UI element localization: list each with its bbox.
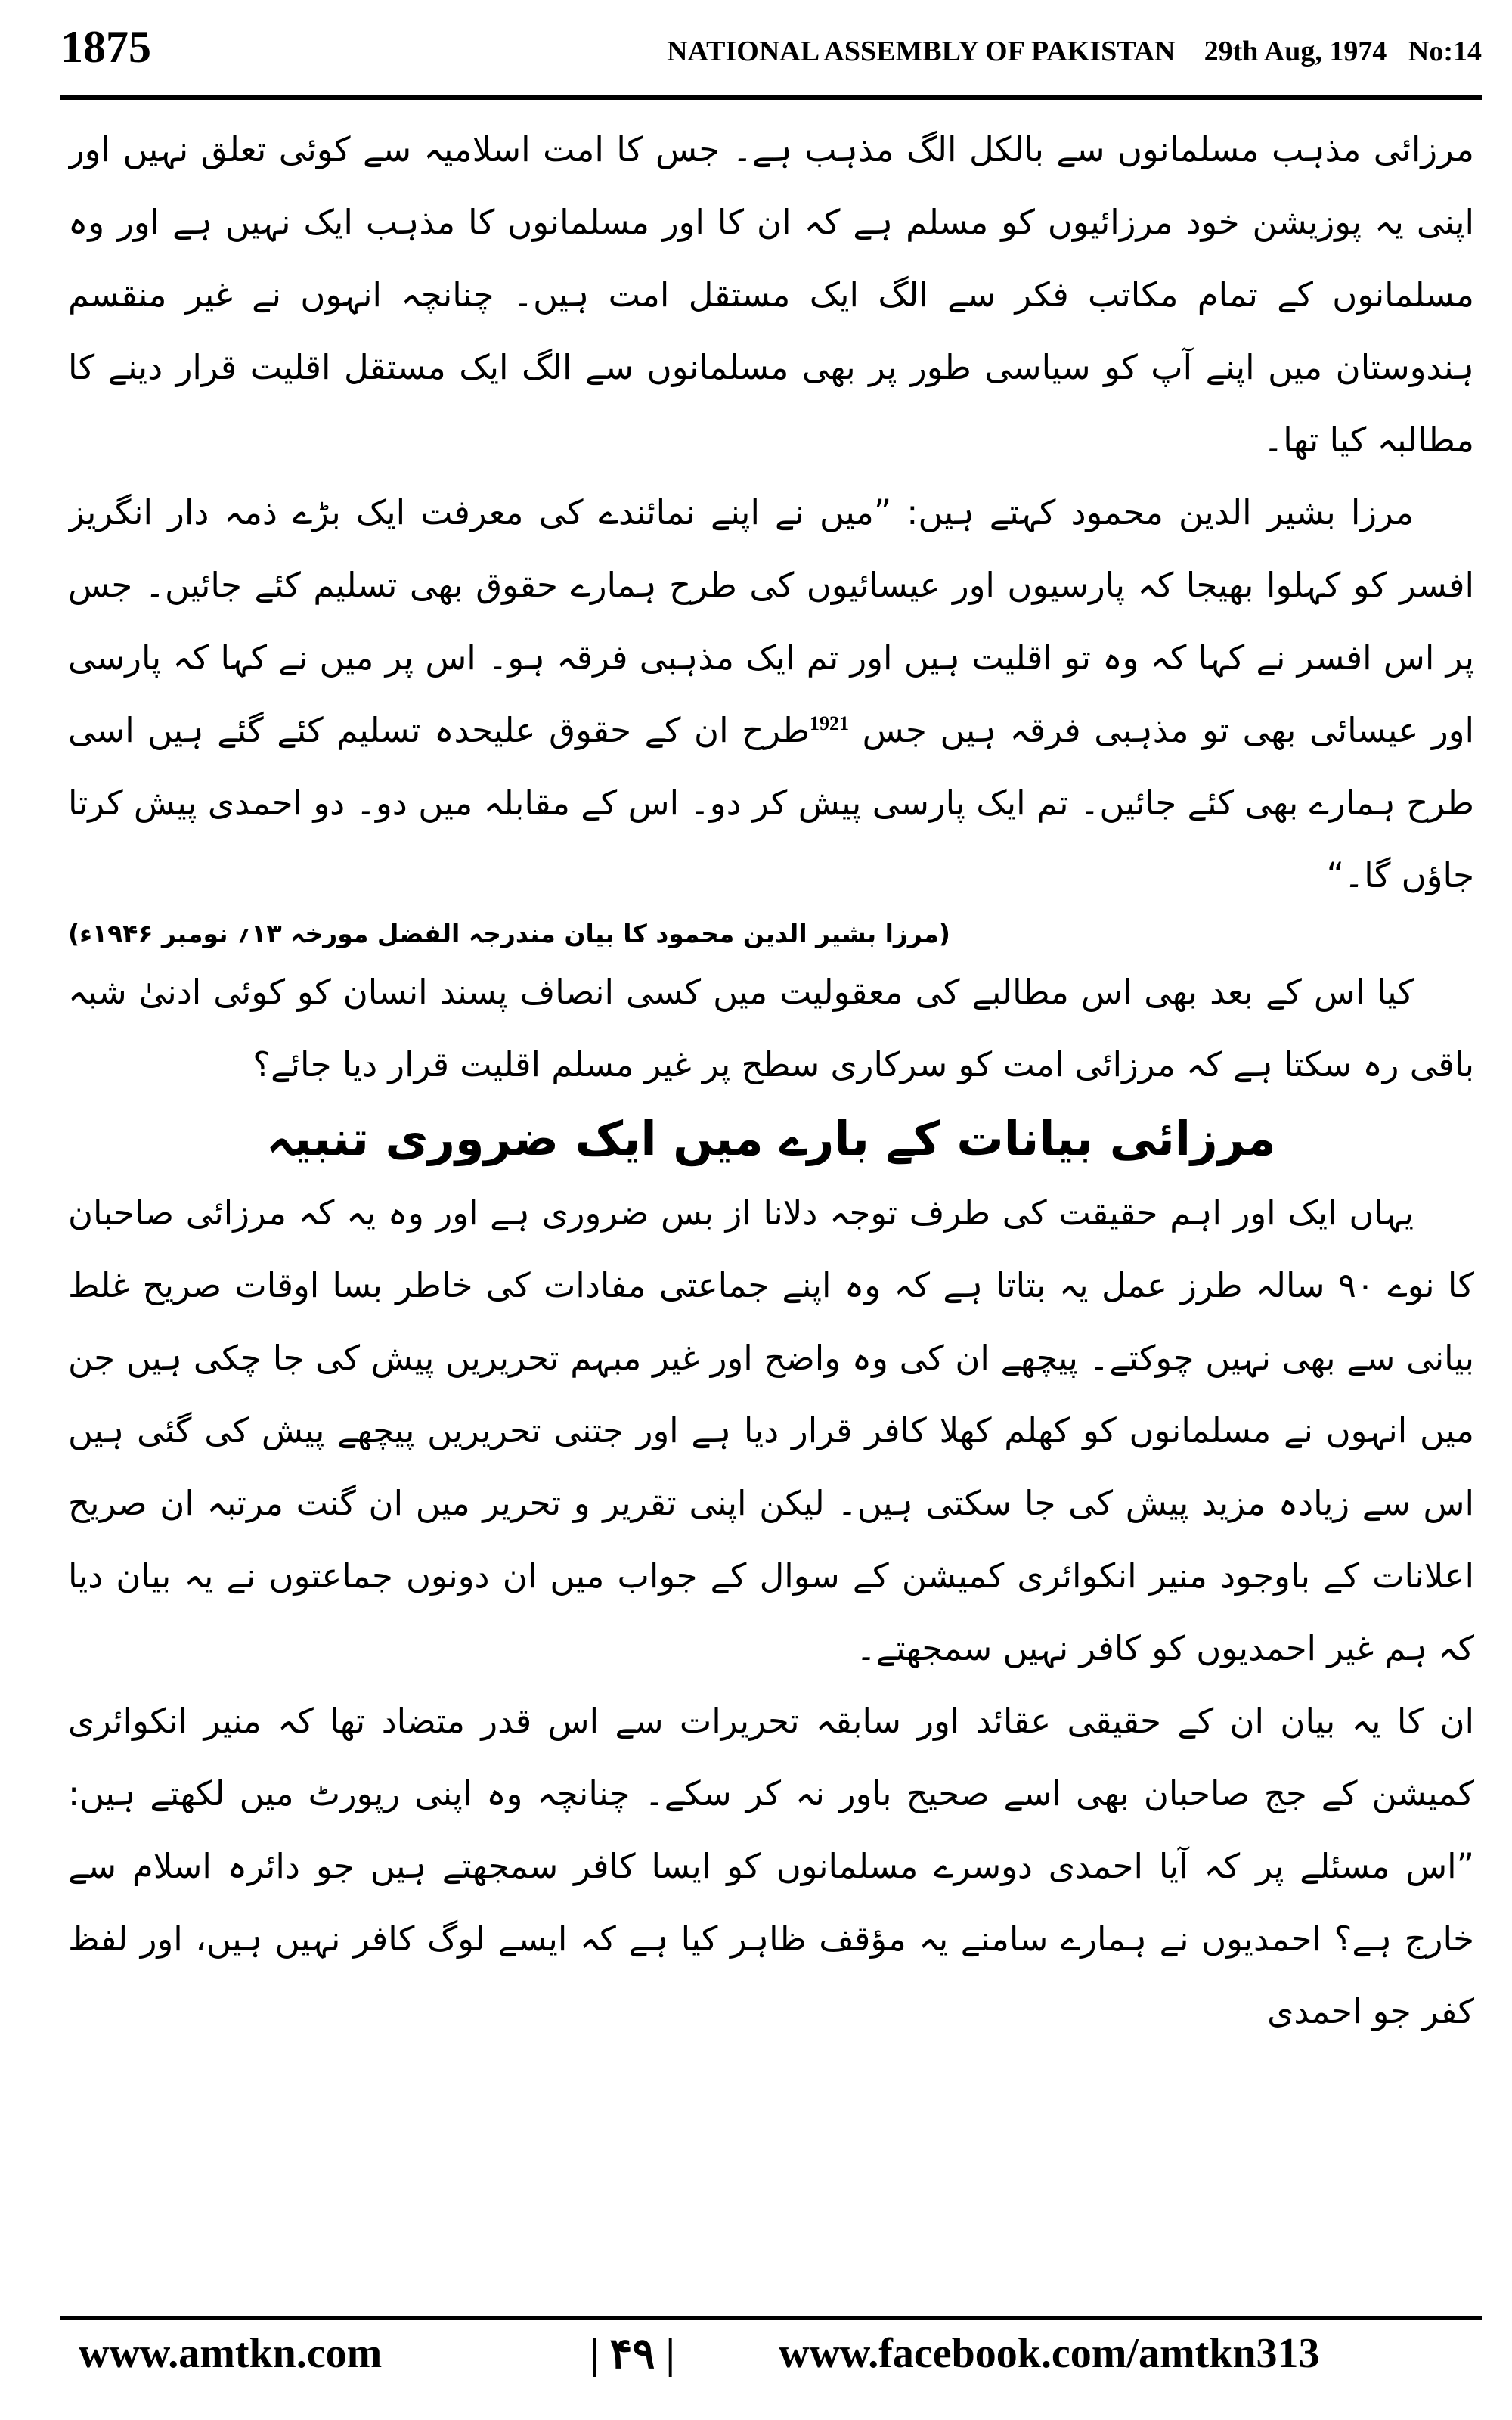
footer-website-link[interactable]: www.amtkn.com (79, 2330, 383, 2377)
page-number: 1875 (60, 22, 151, 72)
paragraph-4: یہاں ایک اور اہم حقیقت کی طرف توجہ دلانا از بس ضروری ہے اور وہ یہ کہ مرزائی صاحبان کا نوے ۹۰ سالہ طرز عمل یہ بتاتا ہے کہ وہ اپنے جماعتی مفادات کی خاطر بسا اوقات صریح غلط بیانی سے بھی نہیں چوکتے۔ پیچھے ان کی وہ واضح اور غیر مبہم تحریریں پیش کی جا چکی ہیں جن میں انہوں نے مسلمانوں کو کھلم کھلا کافر قرار دیا ہے اور جتنی تحریریں پیچھے پیش کی گئی ہیں اس سے زیادہ مزید پیش کی جا سکتی ہیں۔ لیکن اپنی تقریر و تحریر میں ان گنت مرتبہ ان صریح اعلانات کے باوجود منیر انکوائری کمیشن کے سوال کے جواب میں ان دونوں جماعتوں نے یہ بیان دیا کہ ہم غیر احمدیوں کو کافر نہیں سمجھتے۔ (68, 1193, 1474, 1668)
footer-rule (60, 2316, 1482, 2320)
paragraph-3: کیا اس کے بعد بھی اس مطالبے کی معقولیت میں کسی انصاف پسند انسان کو کوئی ادنیٰ شبہ باقی رہ سکتا ہے کہ مرزائی امت کو سرکاری سطح پر غیر مسلم اقلیت قرار دیا جائے؟ (68, 972, 1474, 1084)
page-body (68, 113, 1474, 2303)
paragraph-2-part-b: طرح ان کے حقوق علیحدہ تسلیم کئے گئے ہیں اسی طرح ہمارے بھی کئے جائیں۔ تم ایک پارسی پیش کر دو۔ اس کے مقابلہ میں دو۔ دو احمدی پیش کرتا جاؤں گا۔“ (68, 710, 1474, 895)
footer-page-number: | ۴۹ | (590, 2331, 675, 2378)
citation: (مرزا بشیر الدین محمود کا بیان مندرجہ الفضل مورخہ ۱۳؍ نومبر ۱۹۴۶ء) (68, 919, 950, 948)
paragraph-5: ان کا یہ بیان ان کے حقیقی عقائد اور سابقہ تحریرات سے اس قدر متضاد تھا کہ منیر انکوائری کمیشن کے جج صاحبان بھی اسے صحیح باور نہ کر سکے۔ چنانچہ وہ اپنی رپورٹ میں لکھتے ہیں: ”اس مسئلے پر کہ آیا احمدی دوسرے مسلمانوں کو ایسا کافر سمجھتے ہیں جو دائرہ اسلام سے خارج ہے؟ احمدیوں نے ہمارے سامنے یہ مؤقف ظاہر کیا ہے کہ ایسے لوگ کافر نہیں ہیں، اور لفظ کفر جو احمدی (68, 1701, 1474, 2031)
footer-facebook-link[interactable]: www.facebook.com/amtkn313 (779, 2330, 1320, 2377)
header-rule (60, 95, 1482, 100)
paragraph-2 (68, 476, 1474, 912)
page-header (60, 21, 1482, 89)
paragraph-2-part-a: مرزا بشیر الدین محمود کہتے ہیں: ”میں نے اپنے نمائندے کی معرفت ایک بڑے ذمہ دار انگریز افسر کو کہلوا بھیجا کہ پارسیوں اور عیسائیوں کی طرح ہمارے حقوق بھی تسلیم کئے جائیں۔ جس پر اس افسر نے کہا کہ وہ تو اقلیت ہیں اور تم ایک مذہبی فرقہ ہو۔ اس پر میں نے کہا کہ پارسی اور عیسائی بھی تو مذہبی فرقہ ہیں جس (68, 492, 1474, 750)
header-title: NATIONAL ASSEMBLY OF PAKISTAN 29th Aug, 1974 No:14 (667, 36, 1482, 67)
section-heading: مرزائی بیانات کے بارے میں ایک ضروری تنبیہ (266, 1111, 1276, 1166)
footnote-marker: 1921 (809, 712, 849, 734)
page-footer (60, 2329, 1482, 2397)
paragraph-1: مرزائی مذہب مسلمانوں سے بالکل الگ مذہب ہے۔ جس کا امت اسلامیہ سے کوئی تعلق نہیں اور اپنی یہ پوزیشن خود مرزائیوں کو مسلم ہے کہ ان کا اور مسلمانوں کا مذہب ایک نہیں ہے اور وہ مسلمانوں کے تمام مکاتب فکر سے الگ ایک مستقل امت ہیں۔ چنانچہ انہوں نے غیر منقسم ہندوستان میں اپنے آپ کو سیاسی طور پر بھی مسلمانوں سے الگ ایک مستقل اقلیت قرار دینے کا مطالبہ کیا تھا۔ (68, 129, 1474, 460)
